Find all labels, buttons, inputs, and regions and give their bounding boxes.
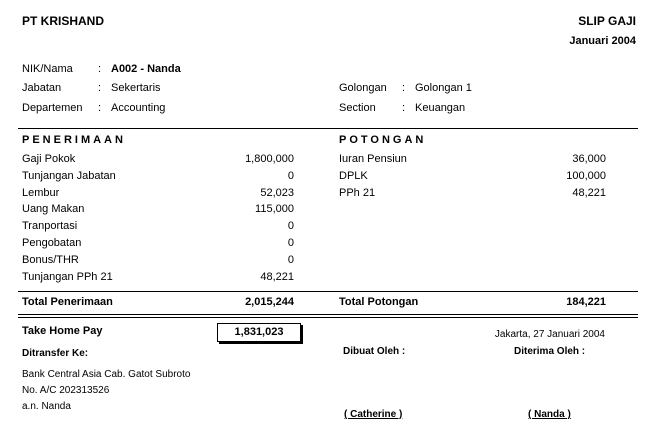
divider-before-total [18,291,638,292]
golongan-label: Golongan [339,82,387,94]
transfer-account: No. A/C 202313526 [22,385,110,396]
potongan-item-label: DPLK [339,169,368,182]
penerimaan-item-value: 48,221 [260,270,294,283]
departemen-value: Accounting [111,102,166,114]
penerimaan-item-value: 0 [287,220,294,233]
jabatan-colon: : [98,82,102,94]
potongan-item-value: 36,000 [572,153,606,165]
take-home-label: Take Home Pay [22,325,103,337]
departemen-colon: : [98,102,102,114]
jabatan-value: Sekertaris [111,82,161,94]
penerimaan-item-label: Gaji Pokok [22,153,76,165]
received-by-label: Diterima Oleh : [514,346,586,357]
penerimaan-item-label: Bonus/THR [22,253,79,266]
transfer-name: a.n. Nanda [22,401,71,412]
penerimaan-item-label: Pengobatan [22,237,82,249]
nik-label: NIK/Nama [22,63,73,75]
document-title: SLIP GAJI [578,14,636,28]
place-date: Jakarta, 27 Januari 2004 [494,329,605,340]
golongan-colon: : [402,82,406,94]
jabatan-label: Jabatan [22,82,62,94]
potongan-item-value: 48,221 [572,186,606,199]
penerimaan-item-label: Uang Makan [22,203,85,216]
divider-after-total-1 [18,314,638,315]
divider-after-total-2 [18,317,638,318]
golongan-value: Golongan 1 [415,82,472,94]
penerimaan-item-label: Lembur [22,186,60,199]
transfer-bank: Bank Central Asia Cab. Gatot Subroto [22,369,191,380]
potongan-item-label: Iuran Pensiun [339,153,407,165]
penerimaan-item-label: Tunjangan PPh 21 [22,270,113,283]
penerimaan-item-label: Tranportasi [22,220,78,233]
penerimaan-item-value: 0 [287,169,294,182]
potongan-header: POTONGAN [339,134,427,146]
total-penerimaan-value: 2,015,244 [245,296,294,308]
penerimaan-item-value: 1,800,000 [245,153,294,165]
section-label: Section [339,102,376,114]
transfer-label: Ditransfer Ke: [22,348,89,359]
nik-value: A002 - Nanda [111,63,181,75]
penerimaan-item-value: 0 [287,237,294,249]
nik-colon: : [98,63,102,75]
total-potongan-label: Total Potongan [339,296,419,308]
received-by-name: ( Nanda ) [528,409,571,420]
penerimaan-item-value: 115,000 [255,203,294,216]
divider-top [18,128,638,129]
period: Januari 2004 [569,35,636,47]
total-penerimaan-label: Total Penerimaan [22,296,113,308]
penerimaan-item-value: 0 [287,253,294,266]
penerimaan-item-label: Tunjangan Jabatan [22,169,116,182]
potongan-item-label: PPh 21 [339,186,376,199]
section-colon: : [402,102,406,114]
potongan-item-value: 100,000 [566,169,606,182]
total-potongan-value: 184,221 [566,296,606,308]
penerimaan-item-value: 52,023 [260,186,294,199]
made-by-label: Dibuat Oleh : [343,346,406,357]
penerimaan-header: PENERIMAAN [22,134,126,146]
made-by-name: ( Catherine ) [344,409,403,420]
take-home-value: 1,831,023 [217,323,301,342]
company-name: PT KRISHAND [22,14,105,28]
section-value: Keuangan [415,102,466,114]
departemen-label: Departemen [22,102,83,114]
